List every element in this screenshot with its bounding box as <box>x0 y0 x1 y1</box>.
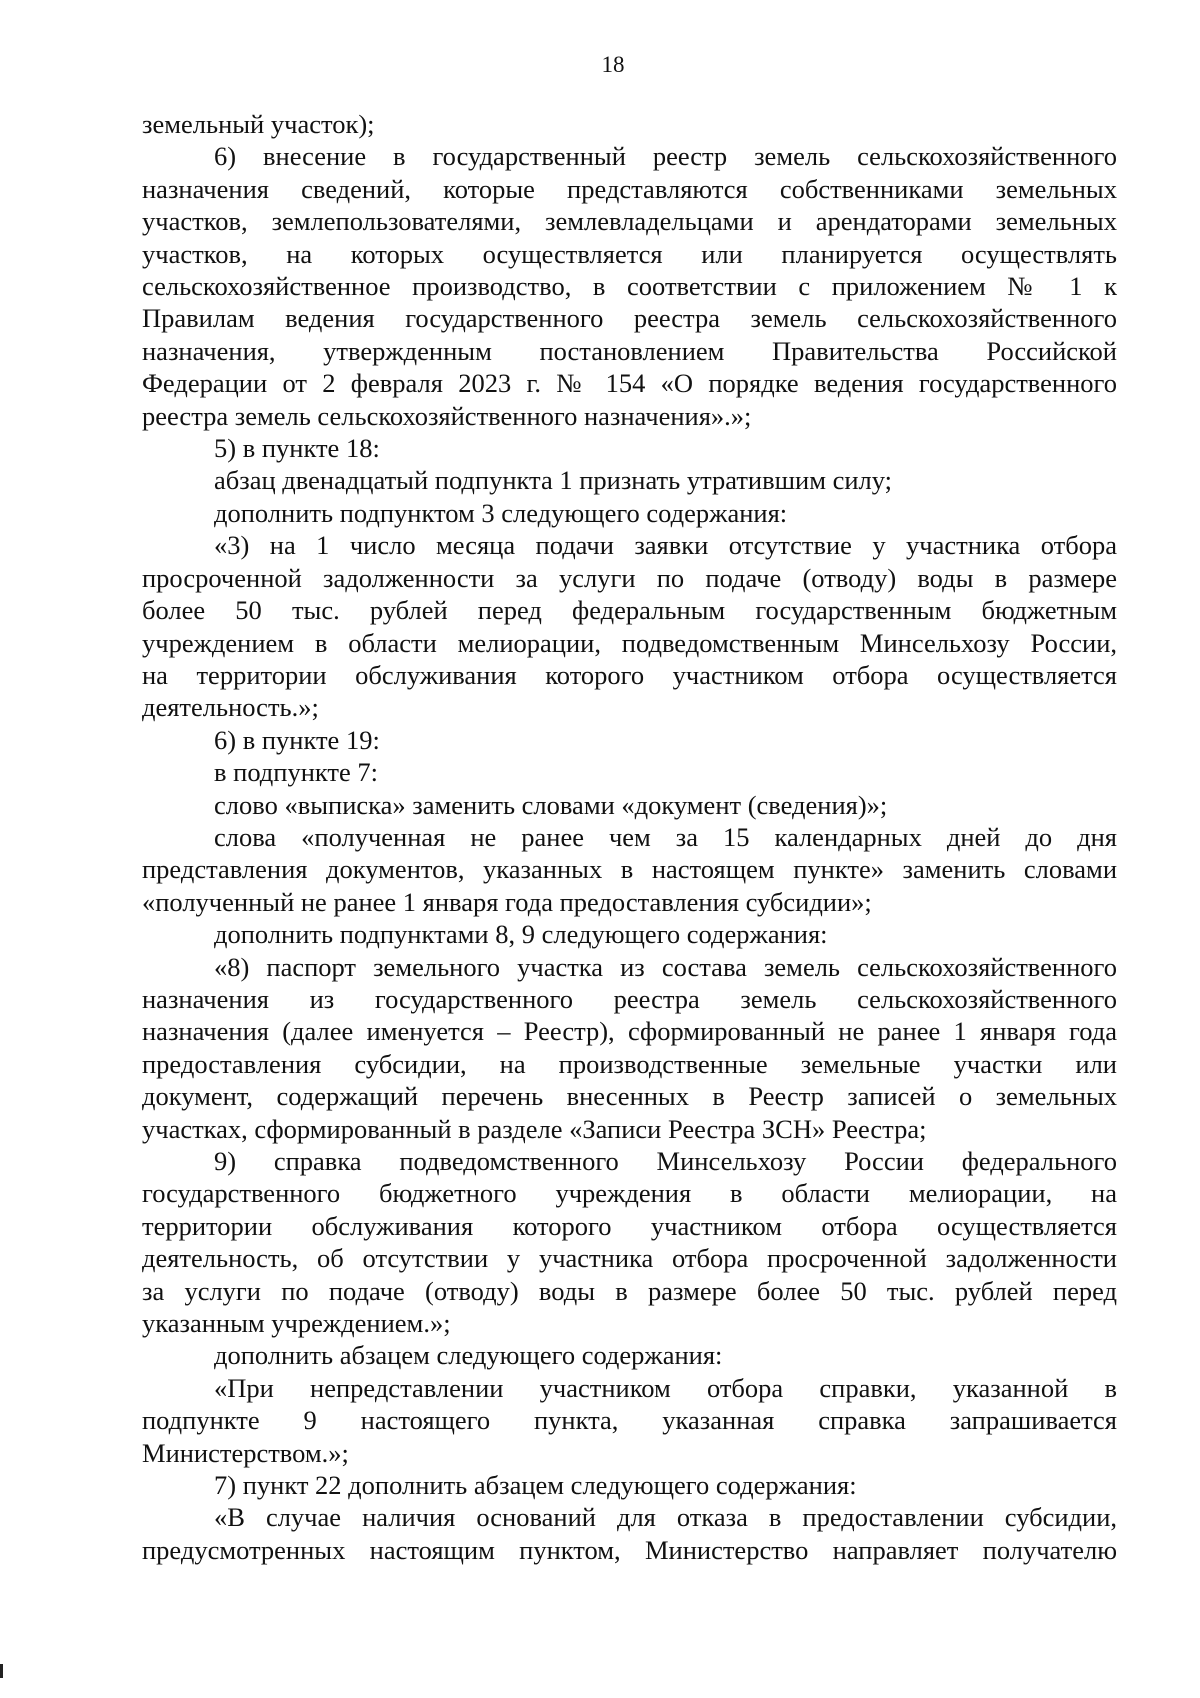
text-line: «полученный не ранее 1 января года предоставления субсидии»; <box>142 886 872 917</box>
paragraph <box>142 1501 1117 1566</box>
paragraph <box>142 724 1117 756</box>
text-line: 7) пункт 22 дополнить абзацем следующего содержания: <box>214 1470 857 1501</box>
text-line: предусмотренных настоящим пунктом, Министерство направляет получателю <box>142 1534 1117 1565</box>
text-line: 5) в пункте 18: <box>214 433 380 464</box>
text-line: назначения, утвержденным постановлением Правительства Российской <box>142 335 1117 366</box>
text-line: земельный участок); <box>142 109 375 139</box>
text-line: представления документов, указанных в настоящем пункте» заменить словами <box>142 854 1117 885</box>
paragraph <box>142 464 1117 496</box>
paragraph <box>142 918 1117 950</box>
paragraph <box>142 951 1117 1145</box>
paragraph <box>142 529 1117 723</box>
paragraph <box>142 1339 1117 1371</box>
text-line: предоставления субсидии, на производственные земельные участки или <box>142 1048 1117 1079</box>
text-line: документ, содержащий перечень внесенных в Реестр записей о земельных <box>142 1081 1117 1112</box>
text-line: назначения (далее именуется – Реестр), сформированный не ранее 1 января года <box>142 1016 1117 1047</box>
text-line: назначения из государственного реестра земель сельскохозяйственного <box>142 983 1117 1014</box>
page-number: 18 <box>601 52 625 77</box>
paragraph <box>142 1469 1117 1501</box>
text-line: на территории обслуживания которого участником отбора осуществляется <box>142 659 1117 690</box>
text-line: 9) справка подведомственного Минсельхозу России федерального <box>214 1146 1117 1176</box>
text-line: участков, на которых осуществляется или планируется осуществлять <box>142 238 1117 269</box>
text-line: территории обслуживания которого участником отбора осуществляется <box>142 1210 1117 1241</box>
text-line: более 50 тыс. рублей перед федеральным государственным бюджетным <box>142 595 1117 626</box>
text-line: деятельность.»; <box>142 692 319 723</box>
paragraph <box>142 432 1117 464</box>
text-line: просроченной задолженности за услуги по подаче (отводу) воды в размере <box>142 562 1117 593</box>
text-line: дополнить подпунктом 3 следующего содержания: <box>214 497 788 528</box>
paragraph <box>142 497 1117 529</box>
paragraph <box>142 756 1117 788</box>
text-line: участках, сформированный в разделе «Записи Реестра ЗСН» Реестра; <box>142 1113 927 1144</box>
text-line: 6) в пункте 19: <box>214 724 380 755</box>
text-line: 6) внесение в государственный реестр земель сельскохозяйственного <box>214 141 1117 172</box>
text-line: в подпункте 7: <box>214 757 379 788</box>
text-line: слова «полученная не ранее чем за 15 календарных дней до дня <box>214 821 1117 852</box>
text-line: подпункте 9 настоящего пункта, указанная справка запрашивается <box>142 1405 1117 1436</box>
text-line: сельскохозяйственное производство, в соответствии с приложением № 1 к <box>142 271 1117 302</box>
paragraph <box>142 1145 1117 1339</box>
text-line: «При непредставлении участником отбора справки, указанной в <box>214 1372 1117 1403</box>
document-body <box>142 108 1117 1566</box>
text-line: назначения сведений, которые представляются собственниками земельных <box>142 173 1117 204</box>
text-line: «8) паспорт земельного участка из состава земель сельскохозяйственного <box>214 951 1117 982</box>
text-line: слово «выписка» заменить словами «документ (сведения)»; <box>214 789 888 820</box>
text-line: участков, землепользователями, землевладельцами и арендаторами земельных <box>142 206 1117 237</box>
text-line: деятельность, об отсутствии у участника отбора просроченной задолженности <box>142 1243 1117 1274</box>
text-line: «В случае наличия оснований для отказа в предоставлении субсидии, <box>214 1502 1117 1533</box>
paragraph <box>142 789 1117 821</box>
text-line: реестра земель сельскохозяйственного назначения».»; <box>142 400 752 431</box>
text-line: дополнить подпунктами 8, 9 следующего содержания: <box>214 919 828 950</box>
text-line: «3) на 1 число месяца подачи заявки отсутствие у участника отбора <box>214 530 1117 561</box>
paragraph <box>142 1372 1117 1469</box>
text-line: Федерации от 2 февраля 2023 г. № 154 «О порядке ведения государственного <box>142 368 1117 399</box>
paragraph <box>142 140 1117 432</box>
text-line: Правилам ведения государственного реестра земель сельскохозяйственного <box>142 303 1117 334</box>
text-line: государственного бюджетного учреждения в области мелиорации, на <box>142 1178 1117 1209</box>
text-line: за услуги по подаче (отводу) воды в размере более 50 тыс. рублей перед <box>142 1275 1117 1306</box>
text-line: указанным учреждением.»; <box>142 1308 451 1339</box>
scan-edge-mark <box>0 1664 3 1678</box>
text-line: дополнить абзацем следующего содержания: <box>214 1340 723 1371</box>
text-line: учреждением в области мелиорации, подведомственным Минсельхозу России, <box>142 627 1117 658</box>
text-line: Министерством.»; <box>142 1437 349 1468</box>
text-line: абзац двенадцатый подпункта 1 признать утратившим силу; <box>214 465 893 496</box>
paragraph <box>142 821 1117 918</box>
paragraph <box>142 108 1117 140</box>
